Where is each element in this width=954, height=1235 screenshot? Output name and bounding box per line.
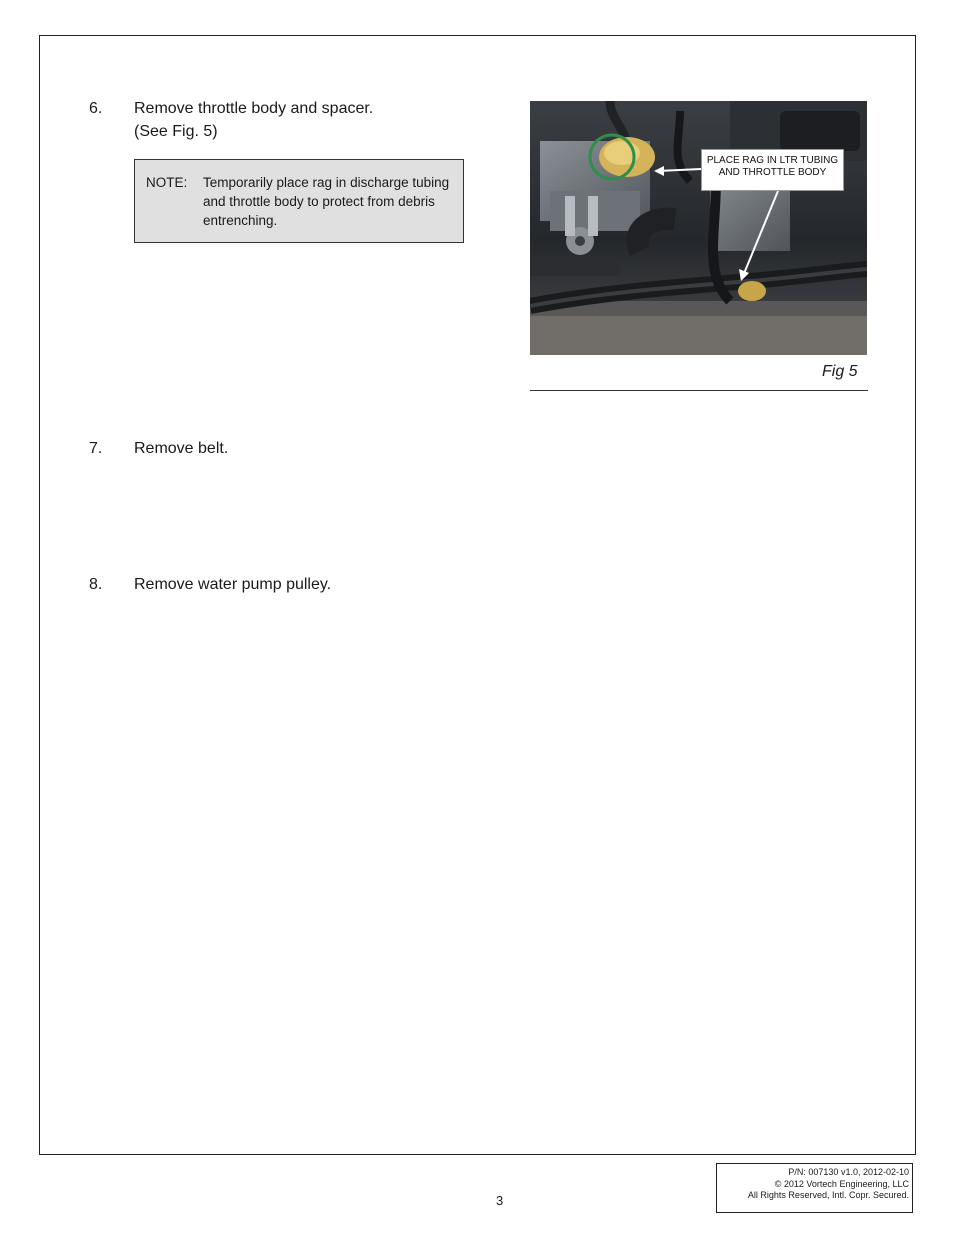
note-label: NOTE:	[146, 175, 188, 190]
copyright-line: © 2012 Vortech Engineering, LLC	[774, 1178, 909, 1189]
figure-callout	[701, 149, 844, 191]
step-number: 7.	[89, 440, 103, 457]
page-number: 3	[496, 1193, 504, 1208]
figure-caption: Fig 5	[822, 363, 858, 380]
step-number: 8.	[89, 576, 103, 593]
step-text: Remove water pump pulley.	[134, 576, 332, 593]
callout-line: PLACE RAG IN LTR TUBING	[706, 155, 839, 166]
engine-photo-illustration	[530, 101, 867, 355]
copyright-line: All Rights Reserved, Intl. Copr. Secured.	[747, 1190, 909, 1200]
callout-line: AND THROTTLE BODY	[718, 167, 827, 178]
step-text: Remove belt.	[134, 440, 229, 457]
note-box	[134, 159, 464, 243]
figure-divider	[530, 390, 868, 391]
note-text: Temporarily place rag in discharge tubing and throttle body to protect from debris entrenching.	[203, 175, 450, 228]
step-number: 6.	[89, 100, 103, 117]
copyright-box	[716, 1163, 913, 1213]
copyright-line: P/N: 007130 v1.0, 2012-02-10	[788, 1167, 909, 1177]
step-text: Remove throttle body and spacer.	[134, 100, 374, 117]
engine-photo	[530, 101, 867, 355]
step-text: (See Fig. 5)	[134, 123, 218, 140]
